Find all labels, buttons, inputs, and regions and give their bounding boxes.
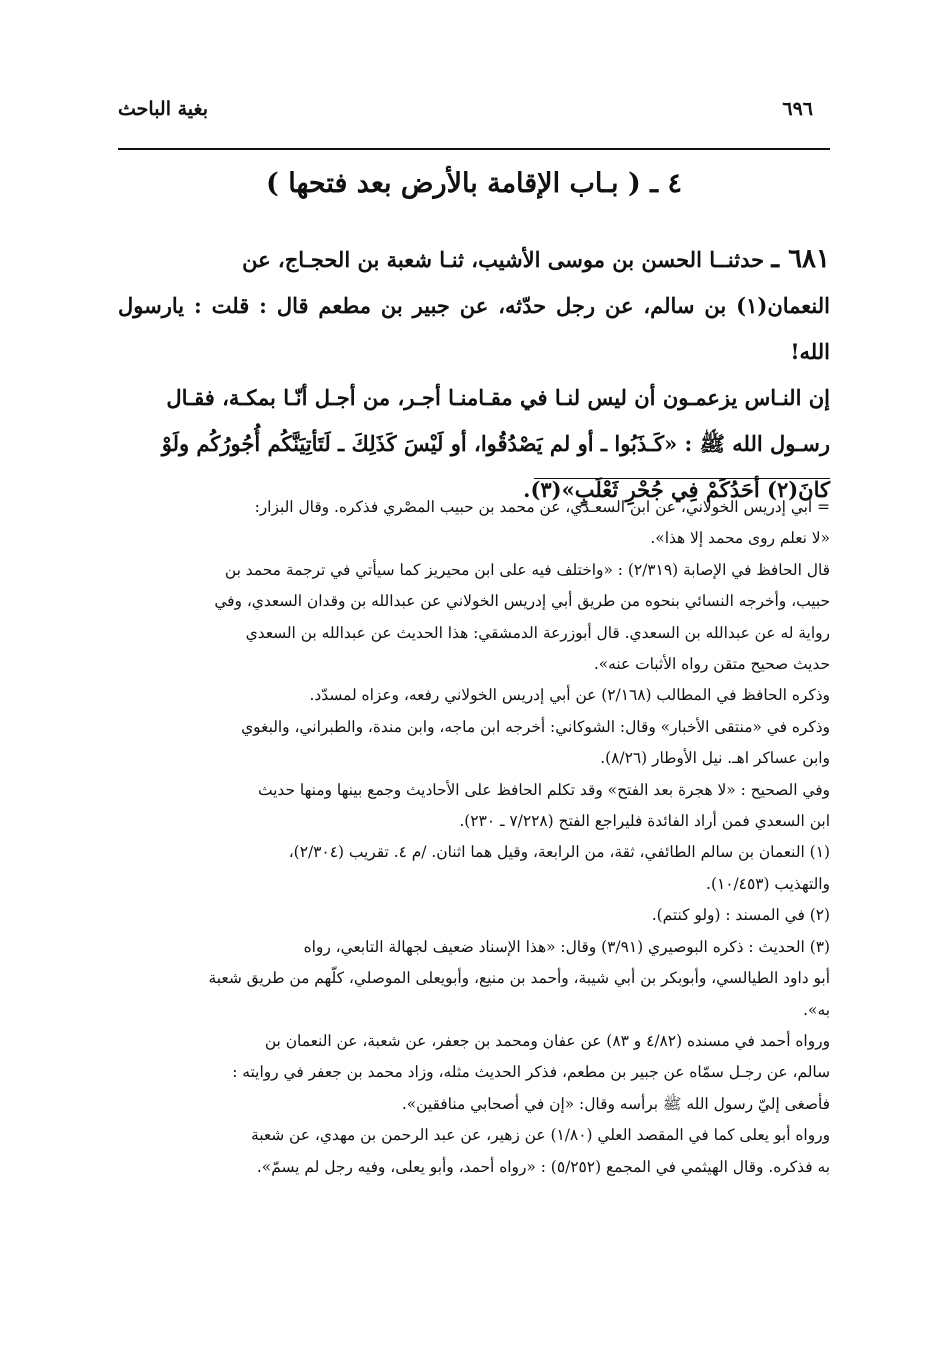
footnote-3: (٣) الحديث : ذكره البوصيري (٣/٩١) وقال: «هذا الإسناد ضعيف لجهالة التابعي، رواه أبو داود الطيالسي، وأبوبكر بن أبي شيبة، وأحمد بن منيع، وأبويعلى الموصلي، كلّهم من طريق شعبة به».	[208, 937, 830, 1019]
footnote-matalib: وذكره الحافظ في المطالب (٢/١٦٨) عن أبي إدريس الخولاني رفعه، وعزاه لمسدّد.	[309, 686, 830, 705]
hadith-line-3: إن النـاس يزعمـون أن ليس لنـا في مقـامنـا أجـر، من أجـل أنّـا بمكـة، فقـال	[166, 385, 830, 410]
page-number: ٦٩٦	[782, 98, 813, 120]
hadith-line-2: النعمان(١) بن سالم، عن رجل حدّثه، عن جبير بن مطعم قال : قلت : يارسول الله!	[118, 293, 830, 364]
running-header-title: بغية الباحث	[118, 98, 208, 120]
footnote-sahih: وفي الصحيح : «لا هجرة بعد الفتح» وقد تكلم الحافظ على الأحاديث وجمع بينها ومنها حديث ابن السعدي فمن أراد الفائدة فليراجع الفتح (٧/٢٢٨ ـ ٢٣٠).	[258, 780, 830, 831]
hadith-line-5: كانَ(٢) أحَدُكَمْ فِي جُحْرِ ثَعْلَبٍ»(٣).	[523, 477, 830, 502]
footnote-abuyala: ورواه أبو يعلى كما في المقصد العلي (١/٨٠) عن زهير، عن عبد الرحمن بن مهدي، عن شعبة به فذكره. وقال الهيثمي في المجمع (٥/٢٥٢) : «رواه أحمد، وأبو يعلى، وفيه رجل لم يسمّ».	[250, 1126, 830, 1176]
hadith-line-1: ٦٨١ ـ حدثنــا الحسن بن موسى الأشيب، ثنـا شعبة بن الحجـاج، عن	[242, 244, 830, 274]
footnote-musnad: ورواه أحمد في مسنده (٤/٨٢ و ٨٣) عن عفان ومحمد بن جعفر، عن شعبة، عن النعمان بن سالم، عن رجـل سمّاه عن جبير بن مطعم، فذكر الحديث مثله، وزاد محمد بن جعفر في روايته : فأصغى إليّ رسول الله ﷺ برأسه وقال: «إن في أصحابي منافقين».	[232, 1031, 830, 1113]
footnote-continuation: = أبي إدريس الخولاني، عن ابن السعـدي، عن محمد بن حبيب المصْري فذكره. وقال البزار: «لا نعلم روى محمد إلا هذا».	[254, 498, 830, 548]
footnote-separator	[534, 478, 830, 479]
footnotes	[108, 492, 830, 1183]
footnote-1: (١) النعمان بن سالم الطائفي، ثقة، من الرابعة، وقيل هما اثنان. /م ٤. تقريب (٢/٣٠٤)، والتهذيب (١٠/٤٥٣).	[288, 843, 830, 893]
hadith-line-4: رسـول الله ﷺ : «كَـذَبُوا ـ أو لم يَصْدُقُوا، أو لَيْسَ كَذَلِكَ ـ لَتَأتِيَنَّكُم أُجُورُكُم ولَوْ	[161, 431, 830, 456]
footnote-2: (٢) في المسند : (ولو كنتم).	[651, 906, 830, 925]
header-rule	[118, 148, 830, 150]
hadith-number: ٦٨١ ـ	[771, 244, 830, 274]
footnote-muntaqa: وذكره في «منتقى الأخبار» وقال: الشوكاني: أخرجه ابن ماجه، وابن مندة، والطبراني، والبغوي وابن عساكر اهـ. نيل الأوطار (٨/٢٦).	[241, 717, 830, 768]
footnote-isaba: قال الحافظ في الإصابة (٢/٣١٩) : «واختلف فيه على ابن محيريز كما سيأتي في ترجمة محمد بن حبيب، وأخرجه النسائي بنحوه من طريق أبي إدريس الخولاني عن عبدالله بن وقدان السعدي، وفي رواية له عن عبدالله بن السعدي. قال أبوزرعة الدمشقي: هذا الحديث عن عبدالله بن السعدي حديث صحيح متقن رواه الأثبات عنه».	[214, 560, 830, 674]
hadith-text	[118, 236, 830, 513]
chapter-title: ٤ ـ ( بـاب الإقامة بالأرض بعد فتحها )	[266, 168, 682, 199]
